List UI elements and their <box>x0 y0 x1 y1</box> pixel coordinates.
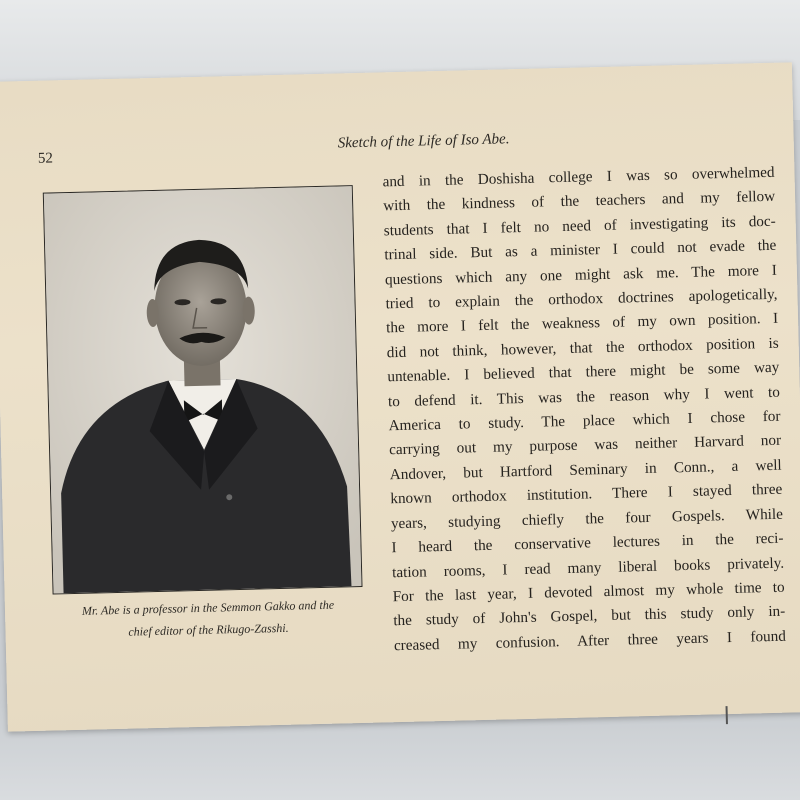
text-line: and in the Doshisha college I was so overwhelmed <box>382 163 775 191</box>
figure-caption <box>45 593 372 645</box>
text-line: trinal side. But as a minister I could not evade the <box>384 236 777 264</box>
text-line: tation rooms, I read many liberal books privately. <box>391 554 785 581</box>
text-line: known orthodox institution. There I stayed three <box>390 480 783 508</box>
text-line: Andover, but Hartford Seminary in Conn., a well <box>389 456 782 484</box>
text-line: For the last year, I devoted almost my whole time to <box>392 578 785 606</box>
text-line: did not think, however, that the orthodox position is <box>386 334 779 362</box>
text-line: carrying out my purpose was neither Harvard nor <box>388 432 782 459</box>
page-number: 52 <box>37 150 54 167</box>
text-line: years, studying chiefly the four Gospels. While <box>390 505 784 532</box>
text-line: the more I felt the weakness of my own position. I <box>385 310 779 337</box>
caption-line-2: chief editor of the Rikugo-Zasshi. <box>128 620 289 639</box>
text-line: to defend it. This was the reason why I went to <box>387 383 781 410</box>
portrait-photo <box>43 185 363 594</box>
page-edge-mark <box>726 706 728 724</box>
text-line: creased my confusion. After three years I found <box>393 627 787 654</box>
portrait-image <box>44 186 362 593</box>
text-line: the study of John's Gospel, but this study only in- <box>393 602 786 630</box>
book-page <box>0 62 800 731</box>
text-line: America to study. The place which I chose for <box>388 407 781 435</box>
text-line: tried to explain the orthodox doctrines apologetically, <box>385 285 778 313</box>
text-line: questions which any one might ask me. The more I <box>384 261 778 288</box>
text-line: untenable. I believed that there might be some way <box>387 358 780 386</box>
text-line: students that I felt no need of investigating its doc- <box>383 212 776 240</box>
text-line: with the kindness of the teachers and my fellow <box>383 188 776 215</box>
caption-line-1: Mr. Abe is a professor in the Semmon Gakko and the <box>81 597 335 618</box>
running-head: Sketch of the Life of Iso Abe. <box>337 131 510 152</box>
body-text <box>382 161 786 659</box>
text-line: I heard the conservative lectures in the reci- <box>391 529 784 557</box>
